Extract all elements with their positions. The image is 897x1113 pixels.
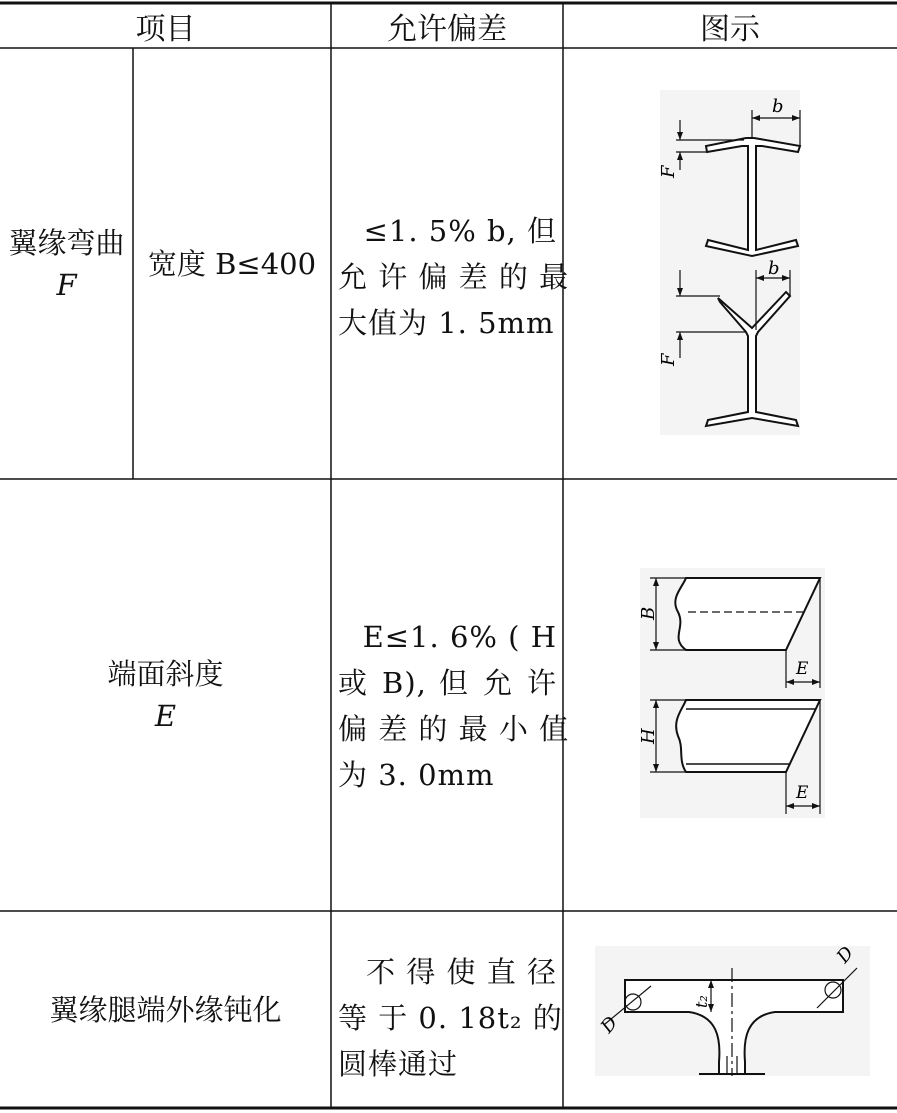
fig1-label-f: F: [658, 165, 679, 178]
row1-item-symbol: F: [56, 267, 77, 302]
row1-tolerance: [338, 208, 570, 346]
flange-bending-figure: [640, 90, 820, 440]
fig3-label-t2: t₂: [692, 995, 711, 1008]
row1-item: [0, 48, 133, 479]
fig2-label-b: B: [638, 606, 659, 620]
header-figure: 图示: [700, 11, 760, 47]
row2-tolerance: [338, 614, 570, 798]
fig3-label-d-right: D: [832, 942, 859, 968]
row3-tol-line2: 等 于 0. 18t₂ 的: [338, 1001, 563, 1035]
row3-tolerance: [338, 949, 563, 1087]
row2-tol-line4: 为 3. 0mm: [338, 758, 495, 792]
row2-item: [0, 479, 331, 911]
row2-item-symbol: E: [154, 699, 177, 733]
fig3-label-d-left: D: [596, 1012, 623, 1038]
fig2-label-h: H: [638, 728, 659, 744]
fig2-label-e: E: [796, 659, 809, 679]
row1-tol-line2: 允 许 偏 差 的 最: [338, 260, 570, 294]
row1-item-main: 翼缘弯曲: [8, 225, 125, 260]
row1-tol-line1: ≤1. 5% b, 但: [363, 214, 557, 248]
fig1-label-b2: b: [768, 258, 780, 279]
row3-tol-line3: 圆棒通过: [338, 1047, 459, 1081]
fig1-label-f2: F: [658, 353, 679, 366]
row1-tol-line3: 大值为 1. 5mm: [338, 306, 555, 340]
row1-condition: 宽度 B≤400: [147, 246, 317, 281]
row2-tol-line3: 偏 差 的 最 小 值: [338, 712, 570, 746]
end-slope-figure: [630, 568, 830, 823]
flange-tip-figure: [595, 938, 875, 1078]
header-tolerance: 允许偏差: [387, 11, 507, 47]
row3-tol-line1: 不 得 使 直 径: [366, 955, 557, 989]
fig2-label-e2: E: [796, 783, 809, 803]
row3-item: 翼缘腿端外缘钝化: [49, 992, 282, 1027]
row2-item-main: 端面斜度: [107, 657, 224, 691]
row2-tol-line2: 或 B), 但 允 许: [338, 666, 557, 700]
header-item: 项目: [135, 11, 196, 47]
fig1-label-b: b: [772, 96, 784, 117]
row2-tol-line1: E≤1. 6% ( H: [362, 620, 557, 654]
